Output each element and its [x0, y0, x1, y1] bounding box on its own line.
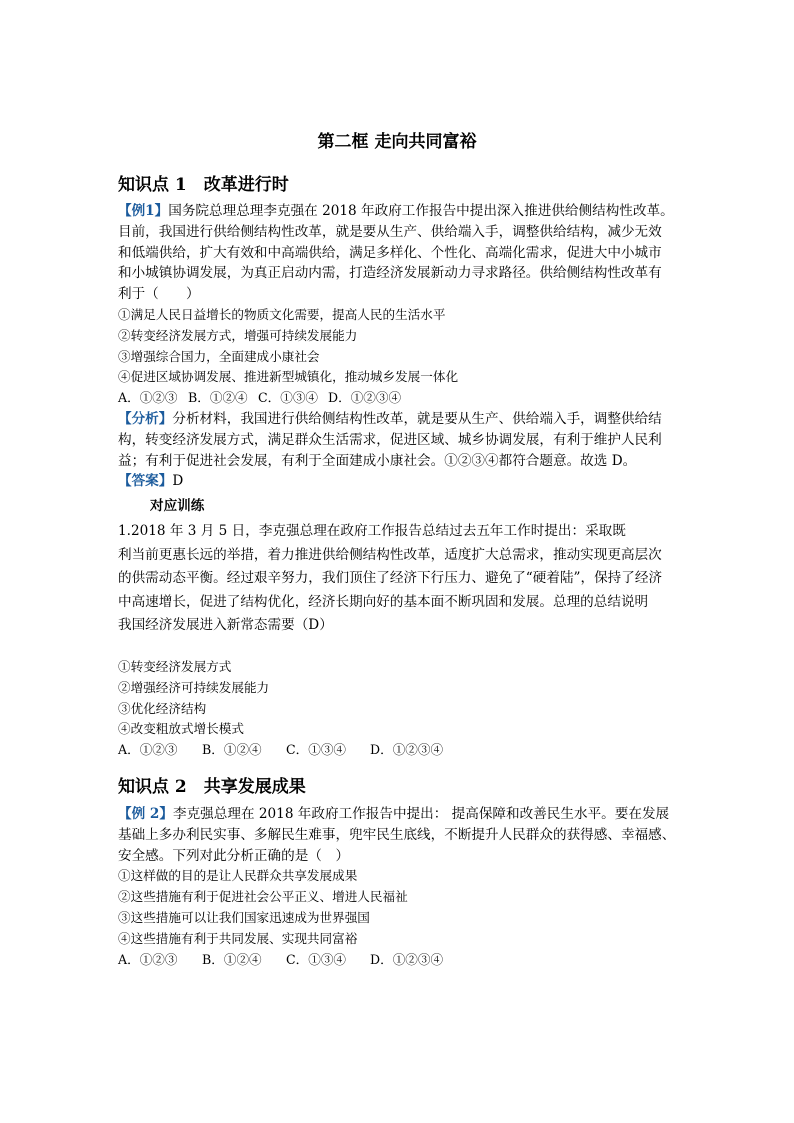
answer-line	[118, 471, 684, 492]
choice-c: C．①③④	[258, 390, 319, 406]
training-question	[118, 520, 684, 638]
training-choices	[118, 740, 684, 761]
choice-b: B．①②④	[202, 951, 262, 967]
training-line-2: 利当前更惠长远的举措，着力推进供给侧结构性改革，适度扩大总需求，推动实现更高层次	[118, 546, 662, 563]
option-4: ④这些措施有利于共同发展、实现共同富裕	[118, 930, 358, 946]
example-2-line-1	[118, 804, 684, 825]
option-3: ③这些措施可以让我们国家迅速成为世界强国	[118, 909, 370, 925]
answer-value: D	[172, 473, 184, 490]
option-1: ①这样做的目的是让人民群众共享发展成果	[118, 868, 358, 884]
training-option-3: ③优化经济结构	[118, 700, 207, 716]
analysis-line-2: 构，转变经济发展方式，满足群众生活需求，促进区域、城乡协调发展，有利于维护人民利	[118, 431, 662, 448]
choice-d: D．①②③④	[328, 390, 402, 406]
example-tag: 【例 2】	[118, 806, 173, 822]
example-2-line-2: 基础上多办利民实事、多解民生难事，兜牢民生底线，不断提升人民群众的获得感、幸福感、	[118, 826, 676, 843]
example-text: 国务院总理总理李克强在 2018 年政府工作报告中提出深入推进供给侧结构性改革。	[168, 203, 674, 219]
choice-c: C．①③④	[286, 742, 347, 758]
training-line-1: 1.2018 年 3 月 5 日，李克强总理在政府工作报告总结过去五年工作时提出：采取既	[118, 523, 626, 539]
answer-tag: 【答案】	[118, 473, 173, 490]
answer-choices	[118, 388, 684, 409]
analysis-text: 分析材料，我国进行供给侧结构性改革，就是要从生产、供给端入手，调整供给结	[172, 410, 662, 427]
option-4: ④促进区域协调发展、推进新型城镇化，推动城乡发展一体化	[118, 369, 459, 385]
choice-a: A．①②③	[118, 951, 178, 967]
training-option-1: ①转变经济发展方式	[118, 659, 232, 674]
option-2: ②这些措施有利于促进社会公平正义、增进人民福祉	[118, 889, 408, 905]
page-title: 第二框 走向共同富裕	[317, 132, 477, 152]
analysis-tag: 【分析】	[118, 410, 173, 427]
example-1-line-1	[118, 201, 684, 222]
analysis-line-3: 益；有利于促进社会发展，有利于全面建成小康社会。①②③④都符合题意。故选 D。	[118, 452, 637, 469]
choice-a: A．①②③	[118, 742, 178, 758]
training-line-3: 的供需动态平衡。经过艰辛努力，我们顶住了经济下行压力、避免了“硬着陆”，保持了经济	[118, 570, 663, 586]
example-1-line-2: 目前，我国进行供给侧结构性改革，就是要从生产、供给端入手，调整供给结构，减少无效	[118, 223, 662, 240]
training-option-2: ②增强经济可持续发展能力	[118, 679, 270, 695]
training-line-5: 我国经济发展进入新常态需要（D）	[118, 617, 333, 633]
answer-choices	[118, 950, 684, 971]
training-line-4: 中高速增长，促进了结构优化，经济长期向好的基本面不断巩固和发展。总理的总结说明	[118, 593, 649, 610]
training-label: 对应训练	[150, 498, 205, 514]
example-1-line-3: 和低端供给，扩大有效和中高端供给，满足多样化、个性化、高端化需求，促进大中小城市	[118, 244, 662, 261]
option-1: ①满足人民日益增长的物质文化需要，提高人民的生活水平	[118, 306, 446, 322]
example-text: 李克强总理在 2018 年政府工作报告中提出： 提高保障和改善民生水平。要在发展	[172, 806, 670, 822]
example-1	[118, 201, 684, 492]
example-1-line-4: 和小城镇协调发展，为真正启动内需，打造经济发展新动力寻求路径。供给侧结构性改革有	[118, 265, 662, 282]
choice-c: C．①③④	[286, 951, 347, 967]
example-1-line-5: 利于（ ）	[118, 286, 200, 303]
analysis-line-1	[118, 409, 684, 430]
choice-d: D．①②③④	[370, 951, 444, 967]
example-tag: 【例1】	[118, 203, 169, 219]
choice-a: A．①②③	[118, 390, 178, 406]
training-options	[118, 657, 684, 761]
example-2-line-3: 安全感。下列对此分析正确的是（ ）	[118, 847, 350, 864]
choice-d: D．①②③④	[370, 742, 444, 758]
section-heading-2: 知识点 2 共享发展成果	[118, 777, 306, 797]
example-2	[118, 804, 684, 970]
option-2: ②转变经济发展方式，增强可持续发展能力	[118, 327, 358, 343]
option-3: ③增强综合国力，全面建成小康社会	[118, 348, 320, 364]
choice-b: B．①②④	[202, 742, 262, 758]
choice-b: B．①②④	[188, 390, 248, 406]
section-heading-1: 知识点 1 改革进行时	[118, 175, 289, 195]
training-option-4: ④改变粗放式增长模式	[118, 721, 244, 737]
